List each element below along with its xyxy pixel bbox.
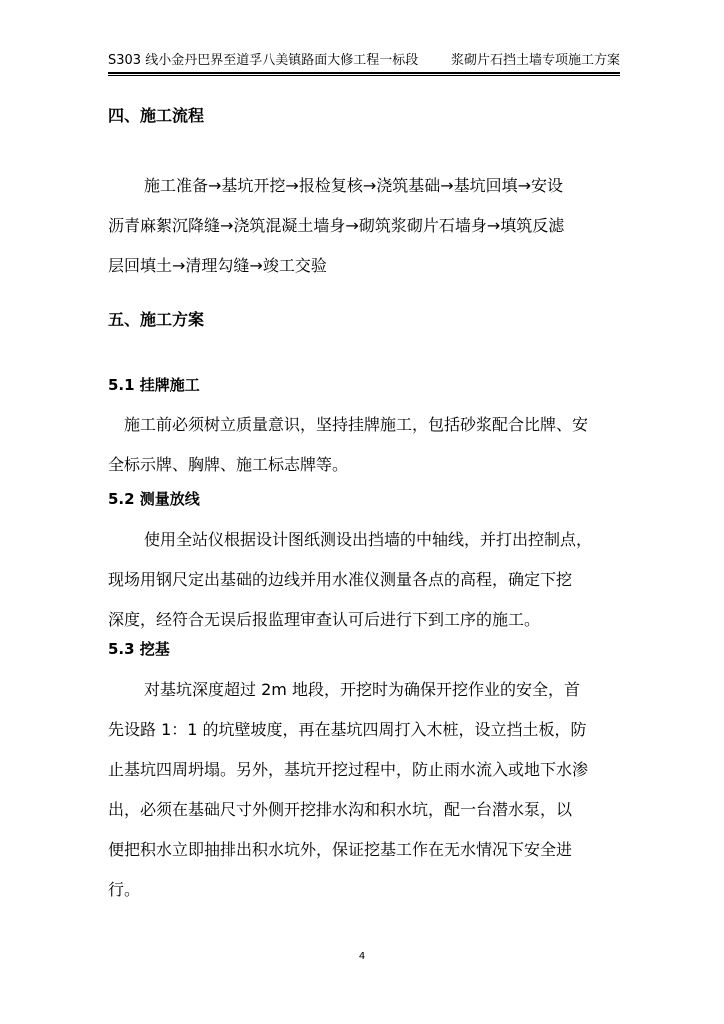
paragraph-line: 沥青麻絮沉降缝→浇筑混凝土墙身→砌筑浆砌片石墙身→填筑反滤: [108, 216, 565, 235]
page-number: 4: [358, 951, 366, 962]
subsection-5-3-heading: 5.3 挖基: [108, 640, 170, 658]
section-4-paragraph: [108, 166, 620, 286]
section-5-heading: 五、施工方案: [108, 310, 205, 329]
subsection-5-1-heading: 5.1 挂牌施工: [108, 376, 200, 394]
paragraph-line: 施工前必须树立质量意识，坚持挂牌施工，包括砂浆配合比牌、安: [124, 415, 589, 434]
paragraph-line: 使用全站仪根据设计图纸测设出挡墙的中轴线，并打出控制点，: [144, 530, 593, 549]
paragraph-line: 对基坑深度超过 2m 地段，开挖时为确保开挖作业的安全，首: [144, 680, 580, 699]
header-project-title: S303 线小金丹巴界至道孚八美镇路面大修工程一标段: [108, 53, 419, 68]
paragraph-line: 便把积水立即抽排出积水坑外，保证挖基工作在无水情况下安全进: [108, 840, 573, 859]
paragraph-line: 层回填土→清理勾缝→竣工交验: [108, 256, 327, 275]
paragraph-line: 止基坑四周坍塌。另外，基坑开挖过程中，防止雨水流入或地下水渗: [108, 760, 589, 779]
paragraph-line: 先设路 1：1 的坑壁坡度，再在基坑四周打入木桩，设立挡土板，防: [108, 720, 587, 739]
header-rule-thin: [108, 75, 620, 76]
subsection-5-2-paragraph: [108, 520, 620, 640]
paragraph-line: 现场用钢尺定出基础的边线并用水准仪测量各点的高程，确定下挖: [108, 570, 573, 589]
paragraph-line: 施工准备→基坑开挖→报检复核→浇筑基础→基坑回填→安设: [144, 176, 564, 195]
subsection-5-3-paragraph: [108, 670, 620, 910]
paragraph-line: 深度，经符合无误后报监理审查认可后进行下到工序的施工。: [108, 610, 541, 629]
subsection-5-2-heading: 5.2 测量放线: [108, 490, 200, 508]
paragraph-line: 全标示牌、胸牌、施工标志牌等。: [108, 455, 349, 474]
paragraph-line: 行。: [108, 880, 141, 899]
section-4-heading: 四、施工流程: [108, 106, 205, 125]
subsection-5-1-paragraph: [108, 405, 620, 485]
header-rule: [108, 72, 620, 74]
page-header: [108, 52, 620, 70]
paragraph-line: 出，必须在基础尺寸外侧开挖排水沟和积水坑，配一台潜水泵，以: [108, 800, 573, 819]
header-document-title: 浆砌片石挡土墙专项施工方案: [450, 53, 620, 68]
